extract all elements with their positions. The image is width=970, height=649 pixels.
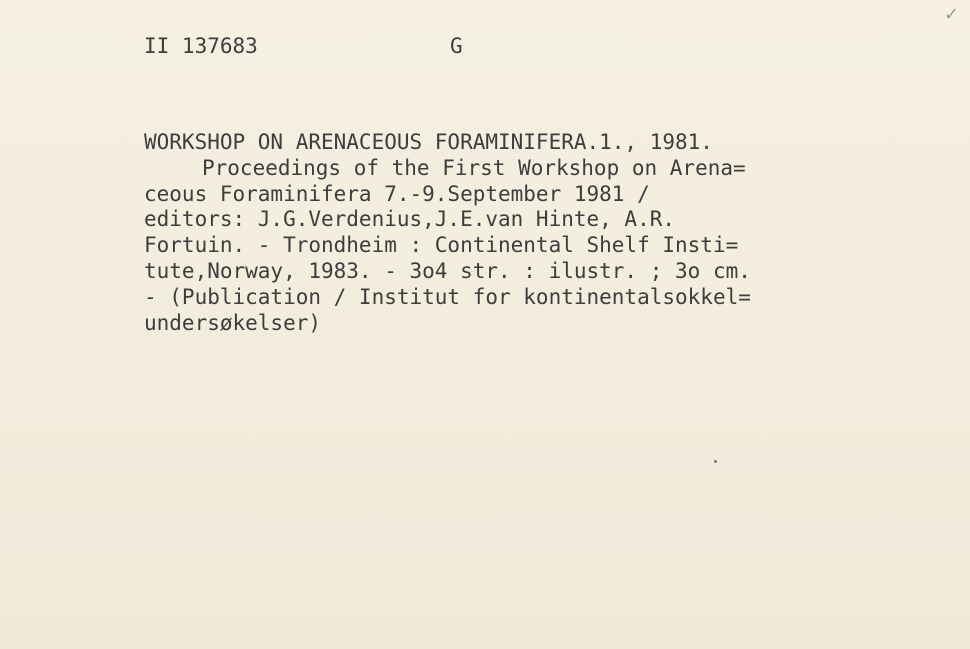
entry-heading: WORKSHOP ON ARENACEOUS FORAMINIFERA.1., 1981. [144,130,713,154]
entry-line: ceous Foraminifera 7.-9.September 1981 / [144,181,650,206]
entry-line: - (Publication / Institut for kontinentalsokkel= [144,284,751,309]
entry-line: tute,Norway, 1983. - 3o4 str. : ilustr. ; 3o cm. [144,258,751,283]
entry-line: undersøkelser) [144,310,322,335]
check-mark: ✓ [944,4,960,25]
location-code: G [450,34,463,58]
entry-line: Proceedings of the First Workshop on Arena= [202,155,746,180]
entry-line: Fortuin. - Trondheim : Continental Shelf Insti= [144,233,739,258]
paper-speck [714,460,717,463]
entry-line: editors: J.G.Verdenius,J.E.van Hinte, A.R. [144,207,676,232]
call-number: II 137683 [144,34,258,58]
bibliographic-entry [144,130,944,336]
